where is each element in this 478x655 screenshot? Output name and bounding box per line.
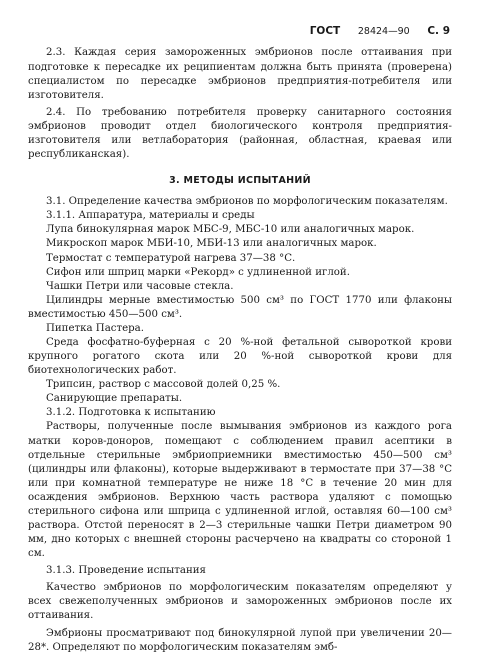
section-title: 3. МЕТОДЫ ИСПЫТАНИЙ [169,175,311,187]
paragraph-pipette: Пипетка Пастера. [46,322,144,334]
paragraph-3-1: 3.1. Определение качества эмбрионов по морфологическим показателям. [46,196,448,208]
paragraph-2-4: 2.4. По требованию потребителя проверку санитарного состояния эмбрионов проводит отдел биологического контроля предприятия-изготовителя или ветлаборатория (районная, областная, краевая или республиканская). [28,106,452,161]
paragraph-3-1-3: 3.1.3. Проведение испытания [46,565,206,577]
paragraph-3-1-1: 3.1.1. Аппаратура, материалы и среды [46,210,255,222]
paragraph-2-3: 2.3. Каждая серия замороженных эмбрионов после оттаивания при подготовке к пересадке их реципиентам должна быть принята (проверена) специалистом по пересадке эмбрионов предприятия-потребителя или изготовителя. [28,47,452,101]
paragraph-thermostat: Термостат с температурой нагрева 37—38 °С. [46,252,296,264]
paragraph-trypsin: Трипсин, раствор с массовой долей 0,25 %. [46,379,281,391]
paragraph-solutions: Растворы, полученные после вымывания эмбрионов из каждого рога матки коров-доноров, помещают с соблюдением правил асептики в отдельные стерильные эмбриоприемники вместимостью 450—500 см³ (цилиндры или флаконы), которые выдерживают в термостате при 37—38 °С или при комнатной температуре не ниже 18 °С в течение 20 мин для осаждения эмбрионов. Верхнюю часть раствора удаляют с помощью стерильного сифона или шприца с удлиненной иглой, оставляя 60—100 см³ раствора. Отстой переносят в 2—3 стерильные чашки Петри диаметром 90 мм, дно которых с внешней стороны расчерчено на квадраты со стороной 1 см. [28,421,452,560]
header-gost: ГОСТ [309,25,341,37]
paragraph-petri: Чашки Петри или часовые стекла. [46,280,234,292]
paragraph-quality: Качество эмбрионов по морфологическим показателям определяют у всех свежеполученных эмбрионов и замороженных эмбрионов после их оттаивания. [28,582,452,622]
paragraph-microscope: Микроскоп марок МБИ-10, МБИ-13 или аналогичных марок. [46,238,377,250]
header-page-number: С. 9 [427,25,450,37]
paragraph-siphon: Сифон или шприц марки «Рекорд» с удлиненной иглой. [46,266,350,278]
document-page [28,24,452,655]
page-header [28,24,452,38]
paragraph-sanitizers: Санирующие препараты. [46,393,183,405]
header-code: 28424—90 [357,26,410,37]
paragraph-loupe: Лупа бинокулярная марок МБС-9, МБС-10 или аналогичных марок. [46,224,415,236]
paragraph-medium: Среда фосфатно-буферная с 20 %-ной фетальной сывороткой крови крупного рогатого скота или 20 %-ной сывороткой крови для биотехнологических работ. [28,337,452,377]
paragraph-embryos: Эмбрионы просматривают под бинокулярной лупой при увеличении 20—28*. Определяют по морфологическим показателям эмб- [28,627,452,653]
paragraph-cylinders: Цилиндры мерные вместимостью 500 см³ по ГОСТ 1770 или флаконы вместимостью 450—500 см³. [28,294,452,320]
paragraph-3-1-2: 3.1.2. Подготовка к испытанию [46,407,216,419]
